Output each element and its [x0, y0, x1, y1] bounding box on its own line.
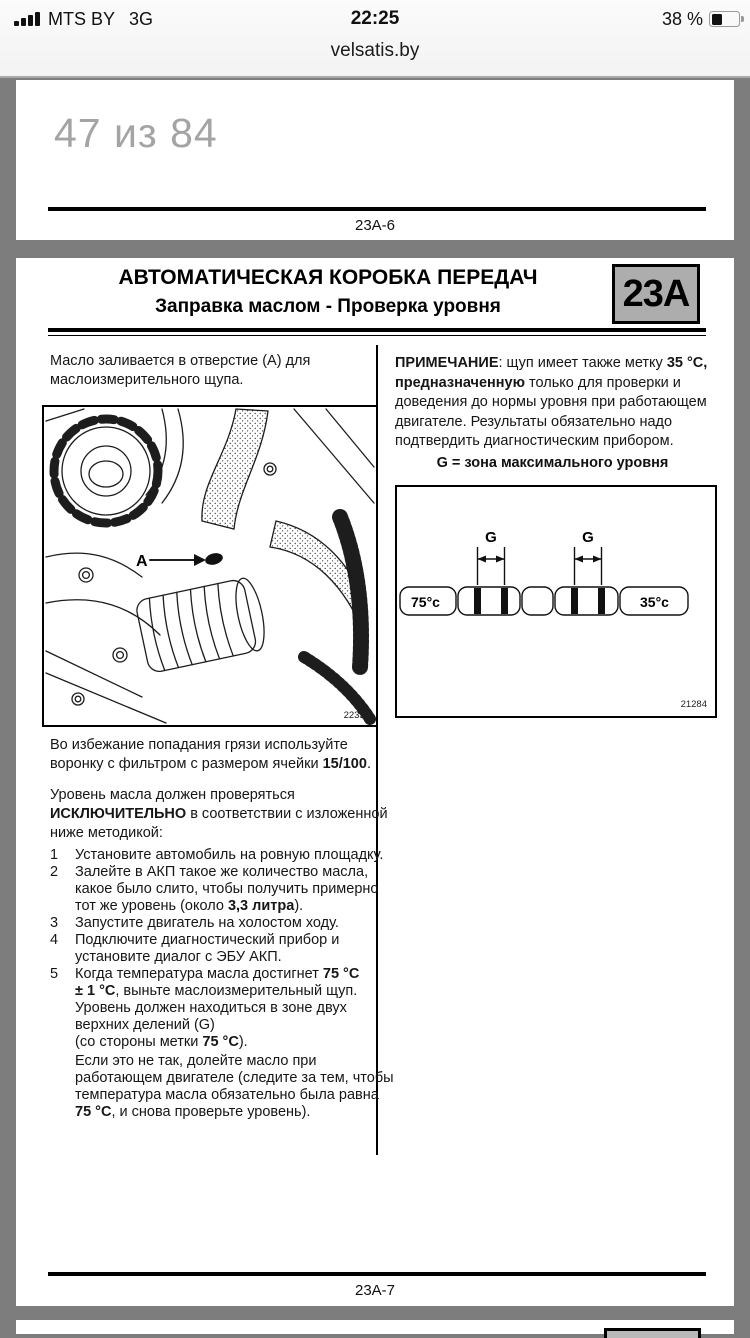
text-line: какое было слито, чтобы получить примерно — [75, 881, 379, 897]
text-line: температура масла обязательно была равна — [75, 1087, 379, 1103]
temp-35-label: 35°c — [640, 594, 669, 610]
text-line: установите диалог с ЭБУ АКП. — [75, 949, 282, 965]
list-item — [50, 966, 383, 1051]
list-item — [50, 847, 383, 864]
text-line: доведения до нормы уровня при работающем — [395, 394, 707, 410]
text-line: Запустите двигатель на холостом ходу. — [75, 915, 339, 931]
text-line: Масло заливается в отверстие (А) для — [50, 353, 311, 369]
next-section-badge-fragment — [604, 1328, 701, 1338]
text-line: предназначенную только для проверки и — [395, 374, 681, 391]
page-footer-label: 23A-6 — [354, 217, 396, 234]
refill-paragraph — [75, 1053, 394, 1121]
text-line: ПРИМЕЧАНИЕ: щуп имеет также метку 35 °C, — [395, 355, 708, 371]
engine-figure-number: 22339 — [343, 710, 370, 721]
text-line: ниже методикой: — [50, 825, 163, 841]
network-type-label: 3G — [129, 8, 154, 29]
text-line: Уровень масла должен проверяться — [50, 787, 295, 803]
chapter-title: АВТОМАТИЧЕСКАЯ КОРОБКА ПЕРЕДАЧ — [118, 266, 538, 289]
list-item-number: 4 — [50, 932, 59, 948]
text-line: Подключите диагностический прибор и — [75, 932, 340, 948]
text-line: тот же уровень (около 3,3 литра). — [75, 898, 304, 914]
text-line: Залейте в АКП такое же количество масла, — [75, 864, 369, 880]
text-line: Установите автомобиль на ровную площадку. — [75, 847, 384, 863]
engine-figure-drawing — [44, 407, 376, 725]
dipstick-figure — [395, 485, 717, 718]
browser-chrome — [0, 0, 750, 78]
temp-75-label: 75°c — [411, 594, 440, 610]
carrier-label: MTS BY — [48, 8, 116, 29]
engine-figure — [42, 405, 378, 727]
battery-percent-label: 38 % — [661, 8, 703, 29]
title-rule — [48, 328, 706, 336]
list-item-number: 5 — [50, 966, 59, 982]
text-line: Когда температура масла достигнет 75 °C — [75, 966, 360, 982]
list-item-text — [75, 847, 383, 864]
page-indicator-overlay: 47 из 84 — [54, 110, 218, 156]
note-paragraph — [395, 354, 710, 452]
g-label-left: G — [485, 529, 497, 546]
list-item-text — [75, 966, 359, 1051]
text-line: Если это не так, долейте масло при — [75, 1053, 317, 1069]
g-zone-caption: G = зона максимального уровня — [436, 455, 669, 471]
clock-label: 22:25 — [350, 8, 400, 29]
document-page-current[interactable] — [16, 258, 734, 1306]
numbered-list — [50, 847, 383, 1051]
text-line: Во избежание попадания грязи используйте — [50, 737, 348, 753]
text-line: воронку с фильтром с размером ячейки 15/100. — [50, 756, 371, 772]
page-footer-label: 23A-7 — [354, 1282, 396, 1299]
list-item — [50, 932, 383, 966]
funnel-paragraph — [50, 736, 371, 774]
text-line: ± 1 °C, выньте маслоизмерительный щуп. — [75, 983, 358, 999]
text-line: ИСКЛЮЧИТЕЛЬНО в соответствии с изложенной — [50, 806, 388, 822]
list-item — [50, 915, 383, 932]
document-page-next[interactable] — [16, 1320, 734, 1334]
dipstick-figure-drawing — [397, 487, 715, 716]
list-item — [50, 864, 383, 915]
text-line: подтвердить диагностическим прибором. — [395, 433, 674, 449]
text-line: Уровень должен находиться в зоне двух — [75, 1000, 347, 1016]
engine-point-a-label: A — [136, 553, 148, 570]
document-page-previous[interactable] — [16, 80, 734, 240]
site-title[interactable]: velsatis.by — [330, 40, 420, 61]
list-item-number: 2 — [50, 864, 59, 880]
section-code-badge: 23A — [612, 264, 700, 324]
text-line: маслоизмерительного щупа. — [50, 372, 244, 388]
footer-rule — [48, 207, 706, 211]
g-label-right: G — [582, 529, 594, 546]
list-item-number: 3 — [50, 915, 59, 931]
text-line: работающем двигателе (следите за тем, чтобы — [75, 1070, 394, 1086]
url-bar[interactable] — [0, 40, 750, 62]
text-line: 75 °C, и снова проверьте уровень). — [75, 1104, 311, 1120]
section-subtitle: Заправка маслом - Проверка уровня — [155, 296, 501, 317]
intro-paragraph — [50, 352, 310, 390]
list-item-text — [75, 932, 339, 966]
list-item-number: 1 — [50, 847, 59, 863]
text-line: двигателе. Результаты обязательно надо — [395, 413, 673, 430]
text-line: верхних делений (G) — [75, 1017, 215, 1033]
status-bar — [0, 6, 750, 32]
list-item-text — [75, 915, 339, 932]
text-line: (со стороны метки 75 °C). — [75, 1034, 248, 1050]
battery-icon — [709, 11, 740, 27]
footer-rule — [48, 1272, 706, 1276]
method-paragraph — [50, 786, 388, 843]
list-item-text — [75, 864, 378, 915]
dipstick-figure-number: 21284 — [680, 699, 707, 710]
